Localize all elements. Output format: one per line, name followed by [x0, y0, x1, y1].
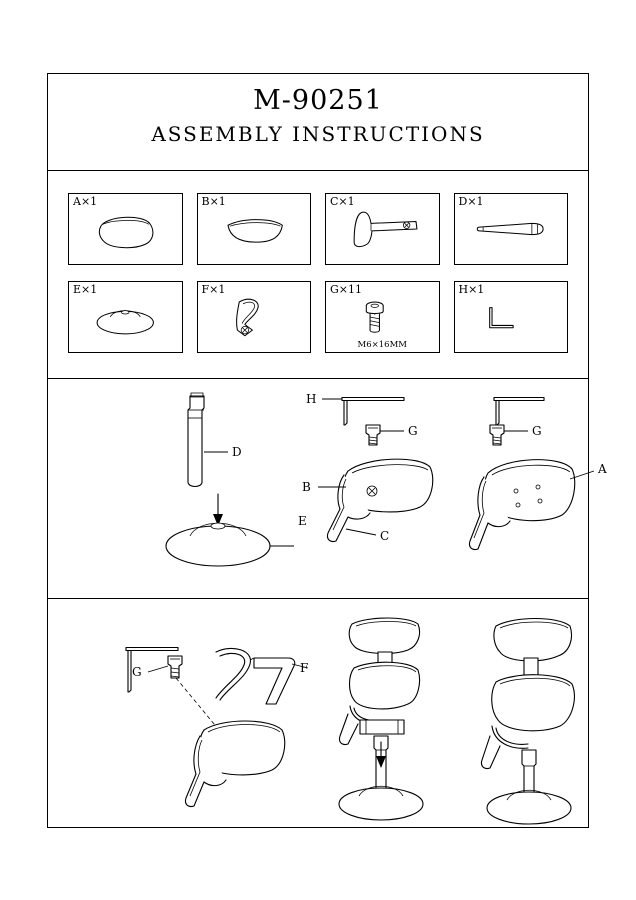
parts-list: [48, 171, 588, 353]
part-box-g: [325, 281, 440, 353]
part-box-d: [454, 193, 569, 265]
part-label-d: D×1: [458, 195, 484, 208]
part-box-e: [68, 281, 183, 353]
part-label-b: B×1: [201, 195, 226, 208]
part-box-b: [197, 193, 312, 265]
part-box-a: [68, 193, 183, 265]
part-sub-g: M6×16MM: [357, 340, 407, 350]
divider-parts-steps: [48, 378, 588, 379]
part-box-f: [197, 281, 312, 353]
model-number: M-90251: [253, 85, 383, 116]
step-insert-cylinder-into-seat: [312, 608, 488, 833]
callout-e: E: [298, 514, 307, 528]
part-label-g: G×11: [330, 283, 363, 296]
sheet-header: [48, 85, 588, 171]
part-label-f: F×1: [201, 283, 226, 296]
callout-g: G: [132, 665, 142, 679]
step-attach-cylinder-to-base: [118, 388, 298, 588]
callout-a: A: [598, 462, 607, 476]
callout-g: G: [408, 424, 418, 438]
part-box-h: [454, 281, 569, 353]
part-label-c: C×1: [330, 195, 355, 208]
part-label-a: A×1: [73, 195, 98, 208]
callout-c: C: [380, 529, 390, 543]
callout-h: H: [306, 392, 317, 406]
callout-b: B: [302, 480, 311, 494]
callout-g: G: [532, 424, 542, 438]
part-label-h: H×1: [458, 283, 485, 296]
part-label-e: E×1: [73, 283, 98, 296]
callout-d: D: [232, 445, 242, 459]
callout-f: F: [300, 661, 309, 675]
divider-row1-row2: [48, 598, 588, 599]
page-title: ASSEMBLY INSTRUCTIONS: [151, 122, 485, 146]
step-attach-seat-to-bracket: [444, 383, 634, 591]
part-box-c: [325, 193, 440, 265]
step-finished-assembly: [466, 608, 636, 833]
step-attach-seat-frame: [108, 608, 318, 828]
instruction-sheet: [47, 73, 607, 828]
